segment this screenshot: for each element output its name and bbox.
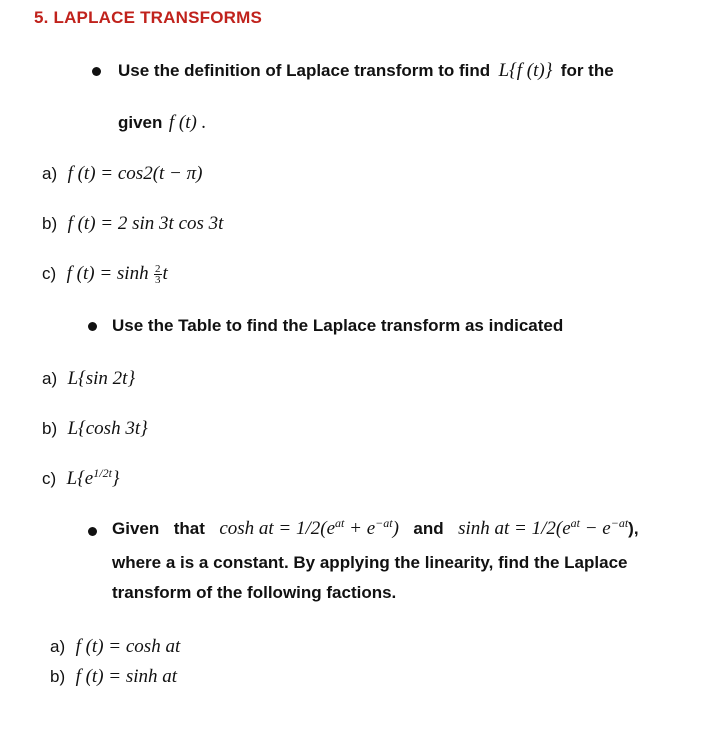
sinh-definition: sinh at = $1/2(e^{at} - e^{-at})$, — [458, 516, 639, 539]
item-label: a) — [42, 164, 58, 183]
item-label: c) — [42, 469, 57, 488]
section1-intro-text-b: for the — [560, 61, 614, 80]
section3-line2: where a is a constant. By applying the linearity, find the Laplace — [112, 553, 628, 572]
list-item — [42, 213, 223, 235]
section1-intro-text-a: Use the definition of Laplace transform to find — [118, 61, 491, 80]
that-word: that — [173, 519, 205, 538]
section1-intro2-text: given — [118, 113, 163, 132]
list-item — [42, 368, 135, 390]
item-expression: f (t) = cosh at — [75, 636, 181, 657]
item-label: a) — [50, 637, 66, 656]
list-item — [50, 666, 177, 688]
section1-intro-line2 — [118, 112, 206, 134]
section3-given-line — [112, 518, 639, 540]
list-item — [42, 163, 202, 185]
and-word: and — [413, 519, 444, 538]
bullet-icon — [92, 67, 101, 76]
section1-intro-line1 — [118, 60, 614, 82]
fraction: $\frac{2}{3}$ — [155, 263, 161, 287]
list-item — [50, 636, 180, 658]
item-expression: f (t) = sinh — [66, 263, 149, 284]
item-label: a) — [42, 369, 58, 388]
section1-intro-math: L{f (t)} — [498, 60, 553, 81]
item-label: b) — [42, 419, 58, 438]
list-item — [42, 418, 148, 440]
bullet-icon — [88, 322, 97, 331]
section2-intro: Use the Table to find the Laplace transform as indicated — [112, 316, 564, 335]
item-label: b) — [42, 214, 58, 233]
item-expression: L{cosh 3t} — [67, 418, 148, 439]
item-label: b) — [50, 667, 66, 686]
item-expression: f (t) = sinh at — [75, 666, 178, 687]
item-label: c) — [42, 264, 57, 283]
item-expression: L{sin 2t} — [67, 368, 136, 389]
list-item — [42, 468, 120, 490]
item-expression: $L\{e^{1/2t}\}$ — [66, 466, 120, 489]
item-expression: f (t) = 2 sin 3t cos 3t — [67, 213, 224, 234]
item-expression-suffix: t — [162, 263, 168, 284]
section3-paragraph — [112, 548, 702, 608]
section-title: 5. LAPLACE TRANSFORMS — [34, 8, 263, 27]
item-expression: f (t) = cos2(t − π) — [67, 163, 203, 184]
bullet-icon — [88, 527, 97, 536]
section1-intro2-math: f (t) . — [168, 112, 207, 133]
given-word: Given — [112, 519, 160, 538]
section3-line3: transform of the following factions. — [112, 583, 397, 602]
cosh-definition: cosh at = $1/2(e^{at} + e^{-at})$ — [219, 516, 399, 539]
list-item — [42, 263, 168, 285]
